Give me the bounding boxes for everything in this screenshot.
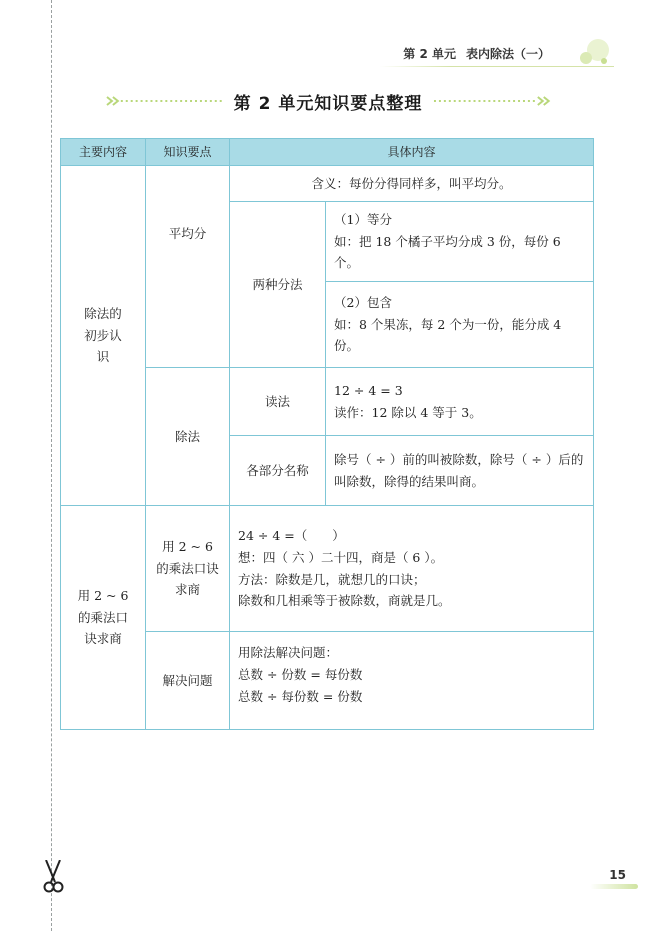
table-row (61, 166, 594, 202)
header-rule (380, 66, 614, 67)
point-label: 解决问题 (162, 672, 213, 688)
point-cell-jiejue (146, 632, 230, 730)
header-unit: 第 2 单元 (403, 46, 456, 61)
jiejue-line3: 总数 ÷ 每份数 = 份数 (238, 688, 363, 704)
title-bar (105, 86, 551, 116)
detail-cell (230, 506, 594, 632)
sub-point-label: 读法 (264, 393, 290, 409)
main-content-text: 除法的初步认识 (84, 305, 122, 365)
read-expression: 12 ÷ 4 = 3 (334, 382, 403, 398)
jiejue-line1: 用除法解决问题： (238, 645, 339, 660)
sub-point-label: 各部分名称 (246, 462, 309, 478)
detail-cell (326, 368, 594, 436)
method2-text: 如：8 个果冻，每 2 个为一份，能分成 4 份。 (334, 316, 562, 354)
jiejue-line2: 总数 ÷ 份数 = 每份数 (238, 666, 363, 682)
main-content-text: 用 2 ~ 6 的乘法口诀求商 (77, 587, 129, 647)
table-row (61, 506, 594, 632)
detail-text (230, 521, 593, 617)
sub-point-cell (230, 436, 326, 506)
detail-cell (230, 632, 594, 730)
point-label: 用 2 ~ 6 的乘法口诀求商 (156, 538, 219, 598)
point-cell-koujue (146, 506, 230, 632)
meaning-text: 含义：每份分得同样多，叫平均分。 (311, 175, 512, 191)
method2-title: （2）包含 (334, 294, 392, 310)
sub-point-label: 两种分法 (252, 276, 303, 292)
detail-cell (326, 436, 594, 506)
sub-point-cell (230, 202, 326, 368)
detail-cell (326, 202, 594, 282)
header-topic: 表内除法（一） (465, 46, 550, 61)
method1-title: （1）等分 (334, 211, 392, 227)
scissors-icon (40, 860, 66, 896)
sub-point-cell (230, 368, 326, 436)
column-header-detail: 具体内容 (230, 139, 594, 166)
title-right-decoration (432, 96, 551, 106)
read-text: 读作：12 除以 4 等于 3。 (334, 404, 482, 420)
column-header-points: 知识要点 (146, 139, 230, 166)
bubble-decoration-icon (574, 34, 614, 68)
main-content-cell (61, 166, 146, 506)
detail-text (326, 376, 593, 428)
koujue-method: 方法：除数是几，就想几的口诀； (238, 571, 426, 587)
point-label: 平均分 (168, 225, 207, 241)
page-number-bar (590, 884, 638, 889)
detail-cell (326, 282, 594, 368)
method1-text: 如：把 18 个橘子平均分成 3 份，每份 6 个。 (334, 233, 561, 271)
page-title: 第 2 单元知识要点整理 (233, 93, 423, 114)
detail-text (230, 632, 593, 712)
column-header-main: 主要内容 (61, 139, 146, 166)
table-header-row (61, 139, 594, 166)
knowledge-table (60, 138, 594, 730)
meaning-cell (230, 166, 594, 202)
title-left-decoration (105, 96, 224, 106)
point-label: 除法 (174, 428, 200, 444)
koujue-think: 想：四（ 六 ）二十四，商是（ 6 ）。 (238, 549, 444, 565)
point-cell-pingjunfen (146, 166, 230, 368)
koujue-method2: 除数和几相乘等于被除数，商就是几。 (238, 593, 451, 609)
page-header (403, 40, 594, 66)
koujue-expression: 24 ÷ 4 =（ ） (238, 527, 345, 543)
point-cell-chufa (146, 368, 230, 506)
parts-text: 除号（ ÷ ）前的叫被除数，除号（ ÷ ）后的叫除数，除得的结果叫商。 (334, 451, 584, 489)
detail-text (326, 205, 593, 279)
cut-line (51, 0, 52, 931)
page-number: 15 (609, 868, 626, 882)
detail-text (326, 288, 593, 362)
main-content-cell (61, 506, 146, 730)
